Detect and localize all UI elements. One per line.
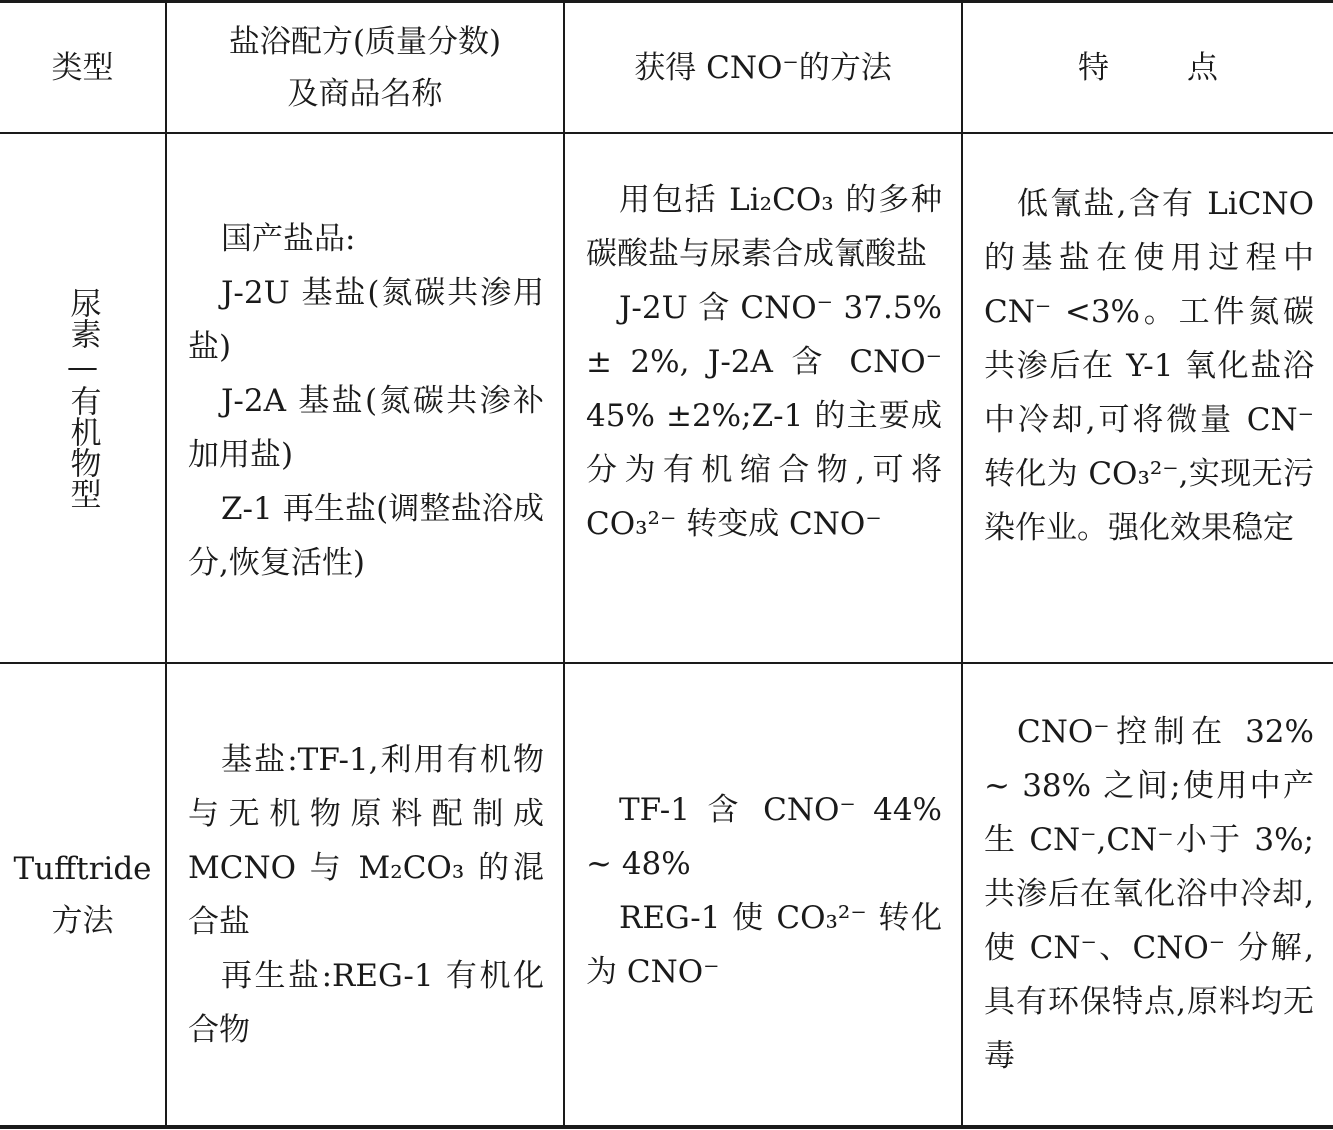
header-rule — [0, 132, 1333, 134]
table-row-2-type — [0, 664, 165, 1125]
header-formula-line2: 及商品名称 — [287, 75, 443, 112]
header-feature-b: 点 — [1187, 49, 1218, 86]
column-divider — [961, 0, 963, 1127]
row-1-method-paragraph: 用包括 Li₂CO₃ 的多种碳酸盐与尿素合成氰酸盐 — [586, 182, 942, 272]
row-2-formula-paragraph: 再生盐:REG-1 有机化合物 — [188, 958, 544, 1048]
header-formula-line1: 盐浴配方(质量分数) — [228, 23, 502, 60]
row-1-method-paragraph: J-2U 含 CNO⁻ 37.5% ± 2%, J-2A 含 CNO⁻ 45% ±2%;Z-1 的主要成分为有机缩合物,可将 CO₃²⁻ 转变成 CNO⁻ — [586, 290, 942, 542]
row-2-formula-paragraph: 基盐:TF-1,利用有机物与无机物原料配制成 MCNO 与 M₂CO₃ 的混合盐 — [188, 742, 544, 940]
table-row-1-formula — [188, 212, 544, 590]
row-2-type-line2: 方法 — [51, 902, 114, 939]
header-type — [0, 3, 165, 132]
table-row-2-method — [586, 783, 942, 999]
row-2-method-paragraph: REG-1 使 CO₃²⁻ 转化为 CNO⁻ — [586, 900, 942, 990]
table-row-1-feature — [984, 177, 1314, 555]
table-row-2-formula — [188, 733, 544, 1057]
table-row-1-method — [586, 173, 942, 551]
header-method — [565, 3, 961, 132]
row-1-feature-paragraph: 低氰盐,含有 LiCNO 的基盐在使用过程中 CN⁻ <3%。工件氮碳共渗后在 Y-1 氧化盐浴中冷却,可将微量 CN⁻ 转化为 CO₃²⁻,实现无污染作业。强化效果稳定 — [984, 186, 1314, 546]
row-2-method-paragraph: TF-1 含 CNO⁻ 44% ~ 48% — [586, 792, 942, 882]
column-divider — [165, 0, 167, 1127]
table-bottom-rule — [0, 1125, 1333, 1129]
header-type-label: 类型 — [51, 49, 114, 86]
row-1-formula-line: 国产盐品: — [221, 221, 356, 257]
table-row-1-type — [0, 134, 165, 662]
table-row-2-feature — [984, 705, 1314, 1083]
header-method-label: 获得 CNO⁻的方法 — [634, 49, 892, 86]
row-1-formula-line: J-2U 基盐(氮碳共渗用盐) — [188, 275, 544, 365]
header-feature-a: 特 — [1078, 49, 1109, 86]
row-2-type-line1: Tufftride — [13, 850, 152, 887]
row-2-feature-paragraph: CNO⁻控制在 32% ~ 38% 之间;使用中产生 CN⁻,CN⁻小于 3%;共渗后在氧化浴中冷却,使 CN⁻、CNO⁻ 分解,具有环保特点,原料均无毒 — [984, 714, 1314, 1074]
column-divider — [563, 0, 565, 1127]
header-feature — [963, 3, 1333, 132]
header-formula — [167, 3, 563, 132]
row-1-formula-line: Z-1 再生盐(调整盐浴成分,恢复活性) — [188, 491, 544, 581]
row-1-type-label: 尿素—有机物型 — [64, 287, 101, 509]
row-1-formula-line: J-2A 基盐(氮碳共渗补加用盐) — [188, 383, 544, 473]
row-divider — [0, 662, 1333, 664]
